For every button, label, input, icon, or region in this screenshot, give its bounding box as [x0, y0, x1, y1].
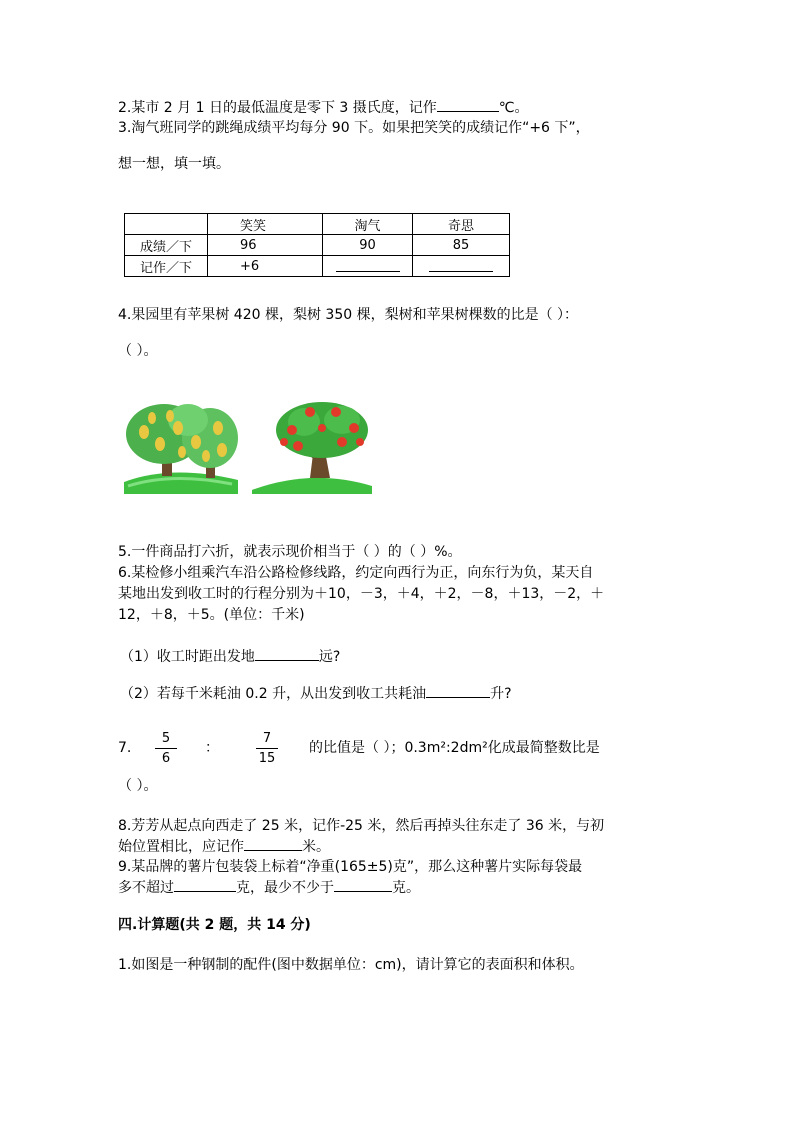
apple-tree-illustration — [252, 398, 374, 494]
question-5: 5.一件商品打六折，就表示现价相当于（ ）的（ ）%。 — [118, 544, 462, 560]
question-6-line2: 某地出发到收工时的行程分别为＋10，－3，＋4，＋2，－8，＋13，－2，＋ — [118, 586, 605, 602]
question-7-number: 7. — [118, 740, 132, 756]
question-6-sub1: （1）收工时距出发地 远? — [120, 646, 340, 667]
question-4-line2: （ ）。 — [118, 343, 158, 359]
question-6-line3: 12，＋8，＋5。(单位：千米) — [118, 607, 305, 623]
question-2: 2.某市 2 月 1 日的最低温度是零下 3 摄氏度，记作 ℃。 — [118, 97, 529, 118]
fraction-7-15: 7 15 — [256, 731, 278, 766]
question-7-tail: 的比值是（ ）；0.3m²:2dm²化成最简整数比是 — [309, 740, 600, 756]
q9-min-blank[interactable] — [334, 877, 392, 892]
qisi-answer-blank[interactable] — [413, 256, 510, 277]
question-6-line1: 6.某检修小组乘汽车沿公路检修线路，约定向西行为正，向东行为负，某天自 — [118, 565, 594, 581]
question-3-line1: 3.淘气班同学的跳绳成绩平均每分 90 下。如果把笑笑的成绩记作“+6 下”， — [118, 120, 590, 136]
question-9-line2: 多不超过 克，最少不少于 克。 — [118, 877, 420, 898]
section-4-heading: 四.计算题(共 2 题，共 14 分) — [118, 917, 311, 933]
calc-question-1: 1.如图是一种钢制的配件(图中数据单位：cm)，请计算它的表面积和体积。 — [118, 957, 584, 973]
question-9-line1: 9.某品牌的薯片包装袋上标着“净重(165±5)克”，那么这种薯片实际每袋最 — [118, 859, 583, 875]
question-7-line2: （ ）。 — [118, 778, 158, 794]
question-6-sub2: （2）若每千米耗油 0.2 升，从出发到收工共耗油 升? — [120, 683, 512, 704]
pear-trees-illustration — [122, 398, 240, 494]
q6-sub2-answer-blank[interactable] — [426, 683, 490, 698]
q8-answer-blank[interactable] — [244, 836, 302, 851]
q2-text: 2.某市 2 月 1 日的最低温度是零下 3 摄氏度，记作 — [118, 100, 437, 116]
q9-max-blank[interactable] — [174, 877, 236, 892]
ratio-colon: ： — [205, 740, 219, 756]
header-xiaoxiao: 笑笑 — [208, 214, 323, 235]
q2-answer-blank[interactable] — [437, 97, 499, 112]
table-header-row — [125, 214, 510, 235]
question-8-line2: 始位置相比，应记作 米。 — [118, 836, 330, 857]
score-table — [124, 213, 510, 277]
table-row: 成绩／下 96 90 85 — [125, 235, 510, 256]
header-qisi: 奇思 — [413, 214, 510, 235]
table-row: 记作／下 +6 — [125, 256, 510, 277]
question-8-line1: 8.芳芳从起点向西走了 25 米，记作-25 米，然后再掉头往东走了 36 米，与初 — [118, 818, 605, 834]
question-4-line1: 4.果园里有苹果树 420 棵，梨树 350 棵，梨树和苹果树棵数的比是（ ）： — [118, 307, 579, 323]
question-3-line2: 想一想，填一填。 — [118, 156, 230, 172]
fraction-5-6: 5 6 — [155, 731, 177, 766]
header-taoqi: 淘气 — [323, 214, 413, 235]
q6-sub1-answer-blank[interactable] — [255, 646, 319, 661]
taoqi-answer-blank[interactable] — [323, 256, 413, 277]
